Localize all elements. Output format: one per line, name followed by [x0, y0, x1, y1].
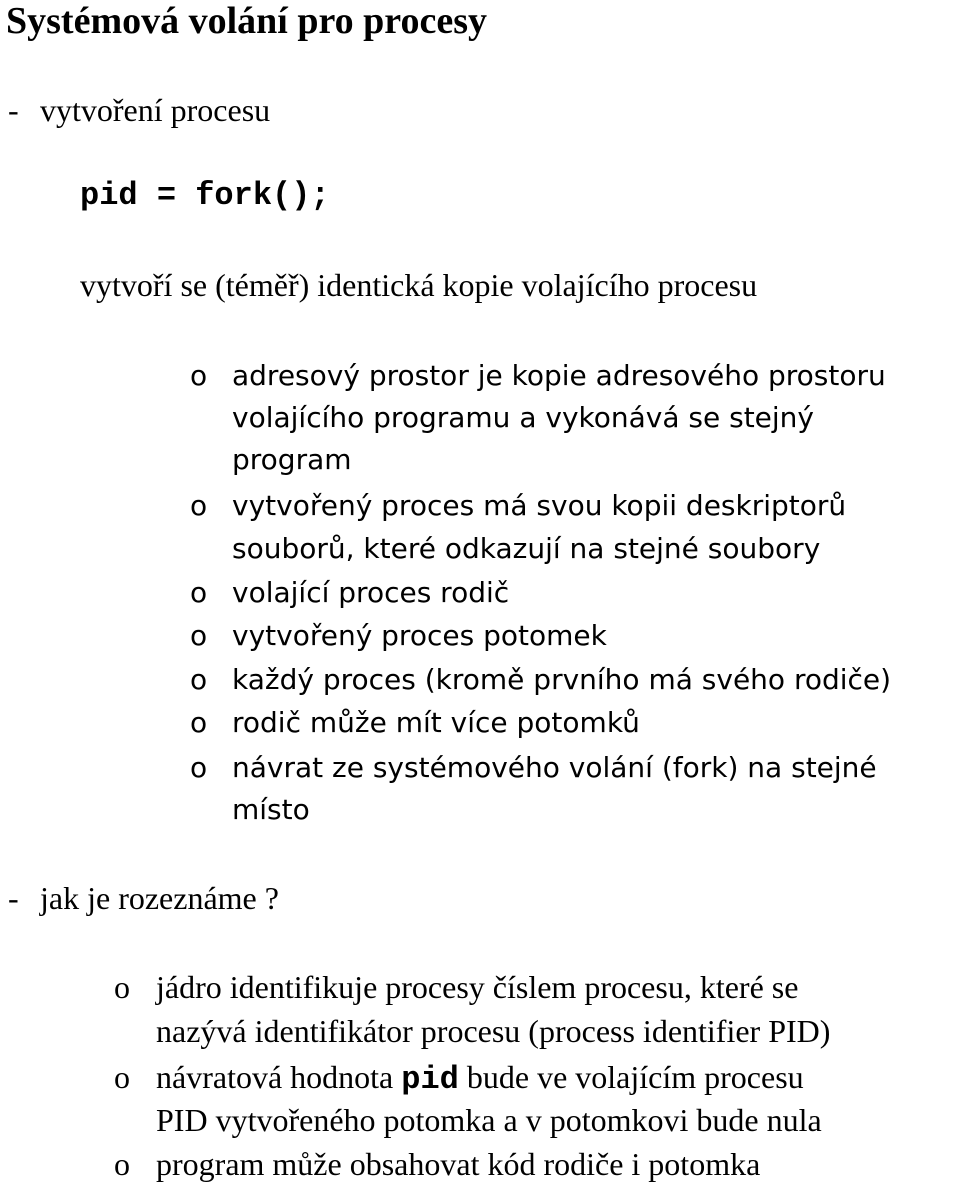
bullet-text-after: bude ve volajícím procesu — [458, 1059, 804, 1095]
bullet-text: adresový prostor je kopie adresového prostoru — [232, 359, 886, 392]
bullet-marker: o — [190, 751, 208, 784]
bullet-marker: o — [190, 663, 208, 696]
bullet-text: volající proces rodič — [232, 576, 510, 609]
dash-marker: - — [8, 92, 19, 128]
bullet-text: program může obsahovat kód rodiče i potomka — [156, 1146, 761, 1182]
section-heading-text: vytvoření procesu — [40, 92, 271, 128]
section-heading-text: jak je rozeznáme ? — [40, 880, 279, 916]
bullet-marker: o — [190, 576, 208, 609]
page-title: Systémová volání pro procesy — [6, 0, 487, 42]
bullet-text-before: návratová hodnota — [156, 1059, 402, 1095]
pid-code: pid — [401, 1061, 459, 1098]
bullet-text: souborů, které odkazují na stejné soubory — [232, 532, 821, 565]
bullet-marker: o — [114, 1059, 130, 1095]
dash-marker: - — [8, 880, 19, 916]
bullet-text: PID vytvořeného potomka a v potomkovi bude nula — [156, 1102, 822, 1138]
bullet-marker: o — [190, 706, 208, 739]
bullet-text: program — [232, 443, 352, 476]
bullet-text-with-code — [156, 1057, 804, 1100]
bullet-text: volajícího programu a vykonává se stejný — [232, 401, 814, 434]
bullet-text: jádro identifikuje procesy číslem procesu, které se — [156, 969, 799, 1005]
fork-code-line: pid = fork(); — [80, 177, 330, 214]
bullet-text: vytvořený proces potomek — [232, 619, 607, 652]
bullet-text: vytvořený proces má svou kopii deskriptorů — [232, 489, 847, 522]
bullet-text: rodič může mít více potomků — [232, 706, 640, 739]
fork-description: vytvoří se (téměř) identická kopie volajícího procesu — [80, 267, 758, 303]
bullet-marker: o — [190, 359, 208, 392]
bullet-marker: o — [114, 969, 130, 1005]
bullet-text: místo — [232, 793, 310, 826]
bullet-text: návrat ze systémového volání (fork) na stejné — [232, 751, 877, 784]
bullet-marker: o — [190, 489, 208, 522]
bullet-marker: o — [114, 1146, 130, 1182]
bullet-text: nazývá identifikátor procesu (process identifier PID) — [156, 1013, 831, 1049]
bullet-marker: o — [190, 619, 208, 652]
bullet-text: každý proces (kromě prvního má svého rodiče) — [232, 663, 892, 696]
